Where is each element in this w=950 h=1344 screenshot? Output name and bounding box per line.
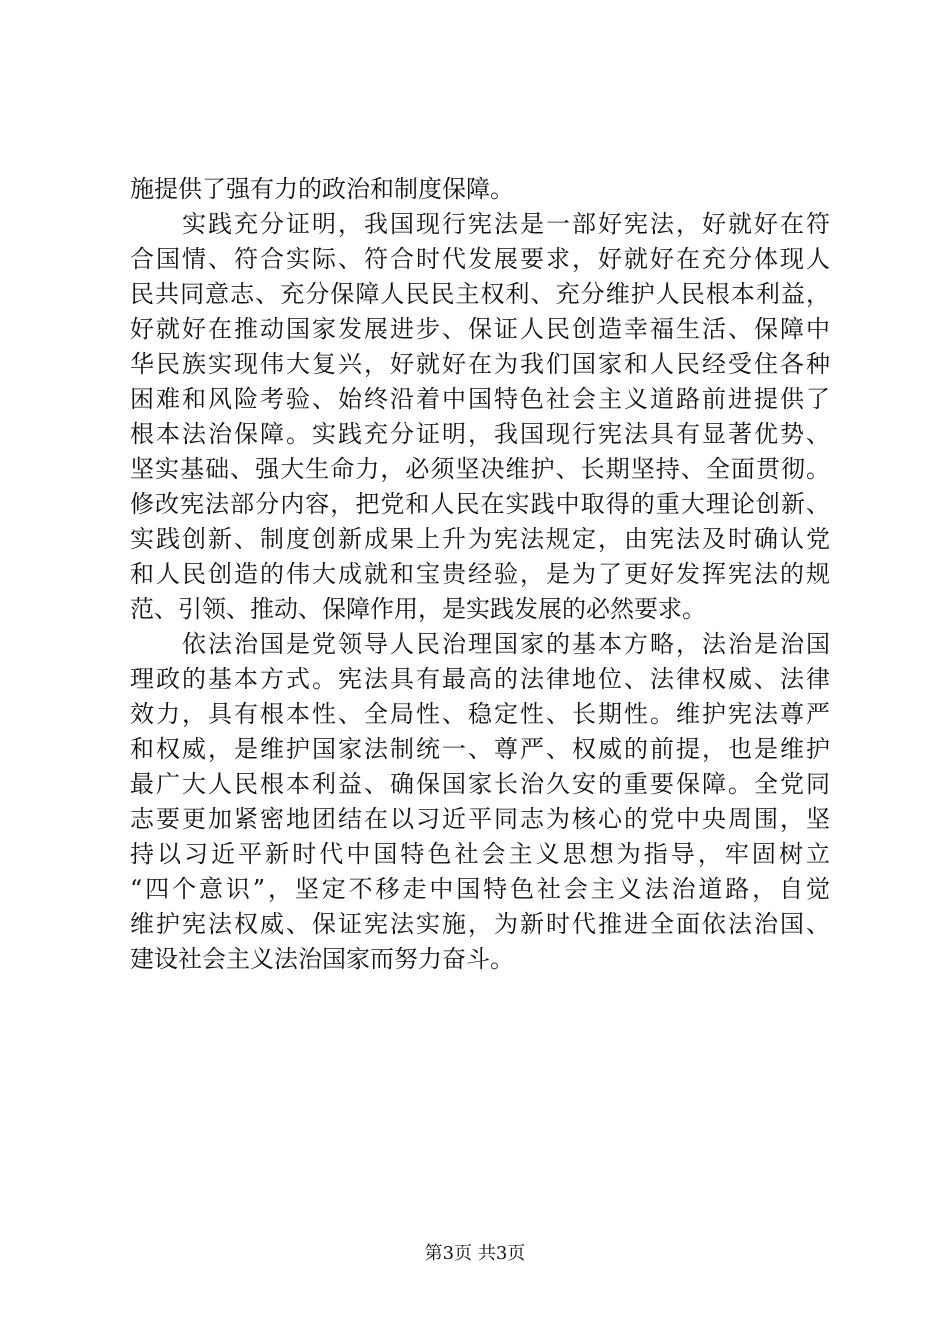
text-line: 施提供了强有力的政治和制度保障。 bbox=[130, 175, 514, 203]
text-line: 修改宪法部分内容，把党和人民在实践中取得的重大理论创新、 bbox=[130, 490, 830, 518]
text-line: 和权威，是维护国家法制统一、尊严、权威的前提，也是维护 bbox=[130, 735, 830, 763]
text-line: 和人民创造的伟大成就和宝贵经验，是为了更好发挥宪法的规 bbox=[130, 560, 830, 588]
text-line: 困难和风险考验、始终沿着中国特色社会主义道路前进提供了 bbox=[130, 385, 830, 413]
text-line: 最广大人民根本利益、确保国家长治久安的重要保障。全党同 bbox=[130, 770, 830, 798]
page-number: 第3页 共3页 bbox=[424, 1243, 526, 1264]
text-line: 范、引领、推动、保障作用，是实践发展的必然要求。 bbox=[130, 595, 706, 623]
text-line: 实践创新、制度创新成果上升为宪法规定，由宪法及时确认党 bbox=[130, 525, 830, 553]
text-line: 志要更加紧密地团结在以习近平同志为核心的党中央周围，坚 bbox=[130, 805, 830, 833]
text-line: 维护宪法权威、保证宪法实施，为新时代推进全面依法治国、 bbox=[130, 910, 830, 938]
text-line: 建设社会主义法治国家而努力奋斗。 bbox=[130, 945, 514, 973]
text-line: 民共同意志、充分保障人民民主权利、充分维护人民根本利益， bbox=[130, 280, 830, 308]
text-line: 好就好在推动国家发展进步、保证人民创造幸福生活、保障中 bbox=[130, 315, 830, 343]
text-line: 坚实基础、强大生命力，必须坚决维护、长期坚持、全面贯彻。 bbox=[130, 455, 830, 483]
document-body bbox=[130, 172, 830, 977]
text-line: 持以习近平新时代中国特色社会主义思想为指导，牢固树立 bbox=[130, 840, 830, 868]
text-line: 依法治国是党领导人民治理国家的基本方略，法治是治国 bbox=[130, 630, 830, 658]
text-line: 合国情、符合实际、符合时代发展要求，好就好在充分体现人 bbox=[130, 245, 830, 273]
text-line: 效力，具有根本性、全局性、稳定性、长期性。维护宪法尊严 bbox=[130, 700, 830, 728]
text-line: 实践充分证明，我国现行宪法是一部好宪法，好就好在符 bbox=[130, 210, 830, 238]
text-line: 理政的基本方式。宪法具有最高的法律地位、法律权威、法律 bbox=[130, 665, 830, 693]
text-line: 根本法治保障。实践充分证明，我国现行宪法具有显著优势、 bbox=[130, 420, 830, 448]
text-line: 华民族实现伟大复兴，好就好在为我们国家和人民经受住各种 bbox=[130, 350, 830, 378]
text-line: “四个意识”，坚定不移走中国特色社会主义法治道路，自觉 bbox=[130, 875, 830, 903]
